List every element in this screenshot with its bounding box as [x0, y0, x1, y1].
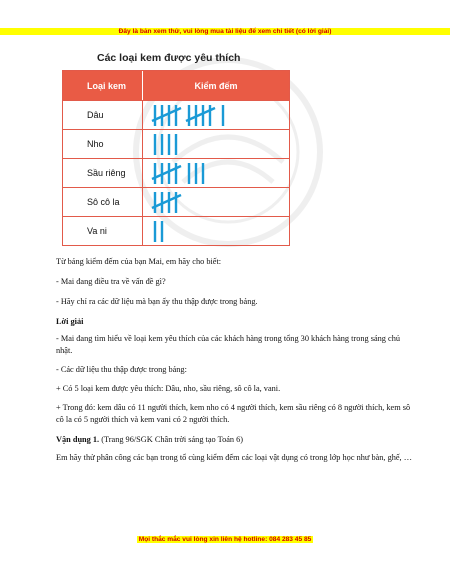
apply-text: Em hãy thử phân công các bạn trong tổ cùng kiểm đếm các loại vật dụng có trong lớp học như bàn, ghế, … [56, 453, 412, 462]
table-row [63, 129, 289, 158]
tally-cell [143, 217, 289, 245]
table-row [63, 216, 289, 245]
flavor-name: Dâu [63, 101, 143, 129]
tally-marks [151, 130, 291, 159]
answer-3: + Có 5 loại kem được yêu thích: Dâu, nho, sầu riêng, sô cô la, vani. [56, 384, 281, 393]
header-flavor: Loại kem [63, 71, 143, 100]
answer-2: - Các dữ liệu thu thập được trong bảng: [56, 365, 187, 374]
table-row [63, 187, 289, 216]
tally-cell [143, 130, 289, 158]
answer-1: - Mai đang tìm hiểu về loại kem yêu thích của các khách hàng trong tổng 30 khách hàng trong sáng chủ nhật. [56, 334, 400, 355]
flavor-name: Va ni [63, 217, 143, 245]
flavor-name: Sô cô la [63, 188, 143, 216]
tally-cell [143, 159, 289, 187]
solution-heading: Lời giải [56, 317, 84, 326]
flavor-name: Sầu riêng [63, 159, 143, 187]
answer-4: + Trong đó: kem dâu có 11 người thích, kem nho có 4 người thích, kem sầu riêng có 8 người thích, kem sô cô la có 5 người thích và kem vani có 2 người thích. [56, 403, 411, 424]
table-title: Các loại kem được yêu thích [97, 52, 241, 64]
question-2: - Hãy chỉ ra các dữ liệu mà bạn ấy thu thập được trong bảng. [56, 297, 258, 306]
apply-heading: Vận dụng 1. [56, 435, 100, 444]
tally-cell [143, 101, 289, 129]
table-row [63, 158, 289, 187]
tally-cell [143, 188, 289, 216]
flavor-name: Nho [63, 130, 143, 158]
question-intro: Từ bảng kiểm đếm của bạn Mai, em hãy cho biết: [56, 257, 222, 266]
tally-marks [151, 101, 291, 130]
tally-marks [151, 217, 291, 246]
table-row [63, 100, 289, 129]
tally-marks [151, 188, 291, 217]
question-1: - Mai đang điều tra về vấn đề gì? [56, 277, 166, 286]
preview-banner: Đây là bản xem thử, vui lòng mua tài liệu để xem chi tiết (có lời giải) [0, 28, 450, 35]
apply-source: (Trang 96/SGK Chân trời sáng tạo Toán 6) [101, 435, 244, 444]
hotline-banner: Mọi thắc mắc vui lòng xin liên hệ hotline: 084 283 45 85 [138, 536, 312, 543]
tally-table [62, 70, 290, 246]
header-tally: Kiểm đếm [194, 80, 238, 91]
tally-marks [151, 159, 291, 188]
table-header [63, 71, 289, 100]
apply-line [56, 434, 416, 446]
